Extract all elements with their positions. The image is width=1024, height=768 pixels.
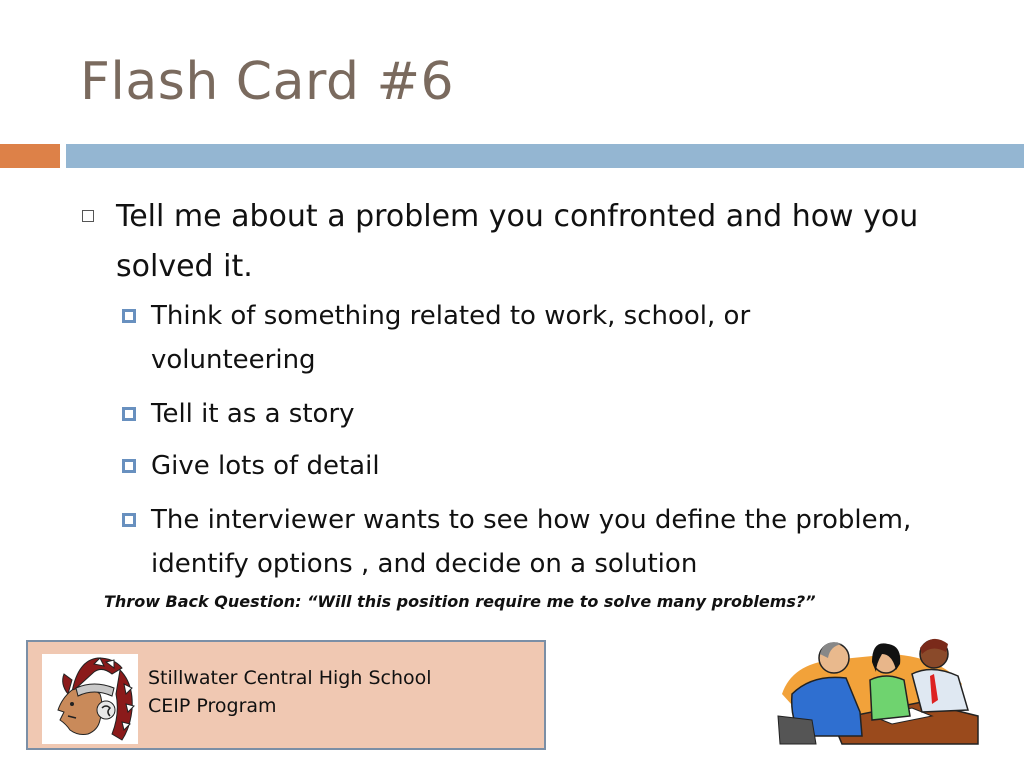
sub-bullet-text: Give lots of detail (151, 451, 380, 481)
slide-title: Flash Card #6 (80, 52, 455, 112)
main-bullet (80, 192, 940, 292)
accent-bar-orange (0, 144, 60, 168)
sub-bullet-text: Tell it as a story (151, 399, 355, 429)
square-bullet-icon (122, 309, 136, 323)
accent-bar-blue (66, 144, 1024, 168)
indian-headdress-logo-icon (42, 654, 138, 744)
school-info (148, 664, 432, 720)
main-bullet-text: Tell me about a problem you confronted and how you solved it. (116, 199, 919, 284)
throwback-question: Throw Back Question: “Will this position require me to solve many problems?” (104, 592, 816, 611)
square-bullet-icon (122, 513, 136, 527)
sub-bullet-text: The interviewer wants to see how you define the problem, identify options , and decide on a solution (151, 505, 912, 579)
school-logo (42, 654, 138, 744)
school-footer-box (26, 640, 546, 750)
sub-bullet (122, 294, 922, 382)
business-meeting-clipart-icon (772, 624, 982, 748)
program-name: CEIP Program (148, 695, 277, 717)
square-bullet-icon (122, 459, 136, 473)
school-name: Stillwater Central High School (148, 667, 432, 689)
sub-bullet (122, 498, 922, 586)
square-bullet-icon (82, 210, 94, 222)
sub-bullet-text: Think of something related to work, school, or volunteering (151, 301, 751, 375)
business-meeting-clipart (772, 624, 982, 748)
sub-bullet (122, 444, 922, 488)
square-bullet-icon (122, 407, 136, 421)
sub-bullet (122, 392, 922, 436)
